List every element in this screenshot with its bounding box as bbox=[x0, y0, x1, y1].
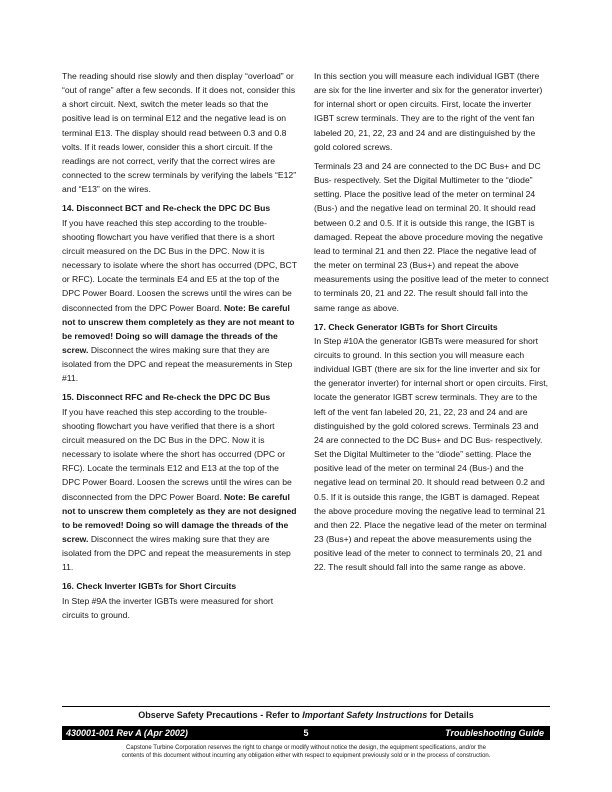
step-14-heading: 14. Disconnect BCT and Re-check the DPC DC Bus bbox=[62, 203, 271, 214]
step-14-body bbox=[62, 216, 298, 386]
step-15-body bbox=[62, 405, 298, 575]
document-number: 430001-001 Rev A (Apr 2002) bbox=[66, 728, 188, 738]
step-15-after-text: Disconnect the wires making sure that they are isolated from the DPC and repeat the measurements in step 11. bbox=[62, 534, 291, 573]
step-15-text: If you have reached this step according to the trouble-shooting flowchart you have verified that there is a short circuit measured on the DC Bus in the DPC. Now it is necessary to isolate where the short has occurred (DPC or RFC). Locate the terminals E12 and E13 at the top of the DPC Power Board. Loosen the screws until the wires can be disconnected from the DPC Power Board. bbox=[62, 406, 292, 502]
paragraph-reading-overload: The reading should rise slowly and then display “overload” or “out of range” after a few seconds. If it does not, consider this a short circuit. Next, switch the meter leads so that the positive lead is on terminal E12 and the negative lead is on terminal E13. The display should read between 0.3 and 0.8 volts. If it reads lower, consider this a short circuit. If the readings are not correct, verify that the correct wires are connected to the screw terminals by verifying the labels “E12” and “E13” on the wires. bbox=[62, 71, 297, 195]
step-16-heading: 16. Check Inverter IGBTs for Short Circuits bbox=[62, 581, 237, 592]
safety-notice bbox=[62, 709, 550, 721]
step-15-heading: 15. Disconnect RFC and Re-check the DPC DC Bus bbox=[62, 392, 271, 403]
left-column bbox=[62, 69, 298, 627]
step-17-body: In Step #10A the generator IGBTs were measured for short circuits to ground. In this section you will measure each individual IGBT (there are six for the line inverter and six for the generator inverter) for internal short or open circuits. First, locate the generator IGBT screw terminals. They are to the left of the vent fan labeled 20, 21, 22, 23 and 24 and are distinguished by the gold colored screws. Terminals 23 and 24 are connected to the DC Bus+ and DC Bus- respectively. Set the Digital Multimeter to the “diode” setting. Place the positive lead of the meter on terminal 24 (Bus-) and the negative lead on terminal 20. It should read between 0.2 and 0.5. If it is outside this range, the IGBT is damaged. Repeat the above procedure moving the negative lead to terminal 21 and then 22. Place the negative lead of the meter on terminal 23 (Bus+) and repeat the above measurements using the positive lead of the meter to connect to terminals 20, 21 and 22. The result should fall into the same range as above. bbox=[314, 335, 549, 573]
right-column bbox=[314, 69, 550, 579]
paragraph-inverter-igbt-intro: In this section you will measure each individual IGBT (there are six for the line inverter and six for the generator inverter) for internal short or open circuits. First, locate the inverter IGBT screw terminals. They are to the right of the vent fan labeled 20, 21, 22, 23 and 24 and are distinguished by the gold colored screws. bbox=[314, 71, 543, 152]
step-14-warning-note: Note: Be careful not to unscrew them completely as they are not meant to be removed! Doing so will damage the threads of the screw. bbox=[62, 302, 295, 355]
legal-disclaimer bbox=[62, 744, 550, 760]
step-14-after-text: Disconnect the wires making sure that they are isolated from the DPC and repeat the measurements in Step #11. bbox=[62, 344, 293, 384]
footer-divider bbox=[62, 706, 550, 707]
safety-prefix: Observe Safety Precautions - Refer to bbox=[138, 710, 303, 720]
guide-title: Troubleshooting Guide bbox=[445, 728, 544, 738]
safety-suffix: for Details bbox=[427, 710, 474, 720]
step-16-body: In Step #9A the inverter IGBTs were measured for short circuits to ground. bbox=[62, 595, 274, 620]
page-number: 5 bbox=[303, 728, 309, 738]
safety-instructions-reference: Important Safety Instructions bbox=[302, 710, 428, 720]
paragraph-inverter-igbt-procedure: Terminals 23 and 24 are connected to the DC Bus+ and DC Bus- respectively. Set the Digital Multimeter to the “diode” setting. Place the positive lead of the meter on terminal 24 (Bus-) and the negative lead on terminal 20. It should read between 0.2 and 0.5. If it is outside this range, the IGBT is damaged. Repeat the above procedure moving the negative lead to terminal 21 and then 22. Place the negative lead of the meter on terminal 23 (Bus+) and repeat the above measurements using the positive lead of the meter to connect to terminals 20, 21 and 22. The result should fall into the same range as above. bbox=[314, 160, 549, 313]
step-17-heading: 17. Check Generator IGBTs for Short Circuits bbox=[314, 321, 498, 332]
disclaimer-line-2: contents of this document without incurring any obligation either with respect to equipment previously sold or in the process of construction. bbox=[121, 753, 491, 759]
footer-bar bbox=[62, 726, 550, 740]
disclaimer-line-1: Capstone Turbine Corporation reserves the right to change or modify without notice the design, the equipment specifications, and/or the bbox=[126, 745, 486, 751]
step-15-warning-note: Note: Be careful not to unscrew them completely as they are not designed to be removed! Doing so will damage the threads of the screw. bbox=[62, 491, 297, 544]
step-14-text: If you have reached this step according to the trouble-shooting flowchart you have verified that there is a short circuit measured on the DC Bus in the DPC. Now it is necessary to isolate where the short has occurred (DPC, BCT or RFC). Locate the terminals E4 and E5 at the top of the DPC Power Board. Loosen the screws until the wires can be disconnected from the DPC Power Board. bbox=[62, 217, 297, 313]
